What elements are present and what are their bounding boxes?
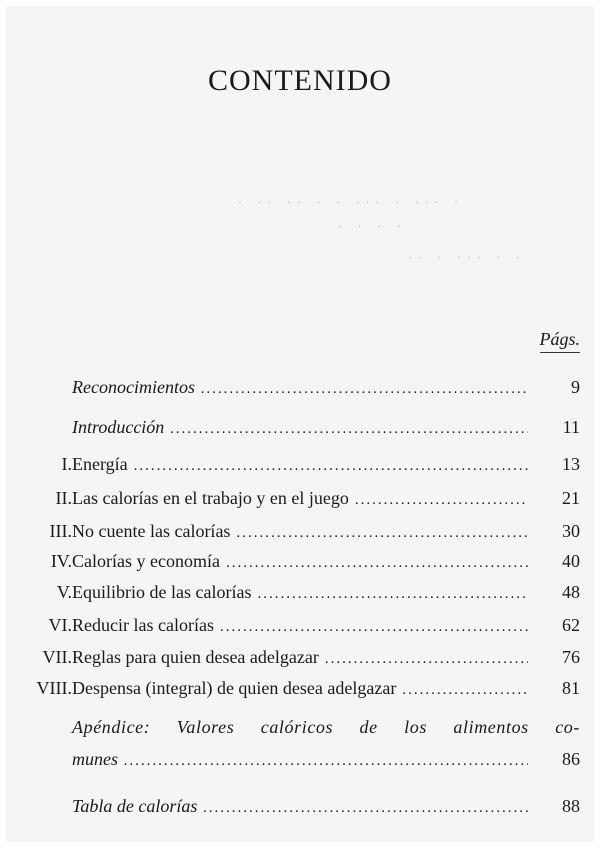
toc-entry [72, 483, 534, 515]
chapter-number: II. [55, 488, 72, 508]
page-number: 40 [562, 551, 580, 571]
chapter-number: V. [56, 582, 72, 602]
chapter-title: Equilibrio de las calorías [72, 582, 252, 602]
toc-row [6, 372, 594, 402]
chapter-title: Reducir las calorías [72, 615, 214, 635]
toc-entry [72, 412, 534, 444]
dot-leader [134, 451, 528, 481]
toc-row [6, 449, 594, 479]
page-number: 21 [562, 488, 580, 508]
toc-entry [72, 372, 534, 404]
chapter-number: IV. [50, 551, 72, 571]
toc-entry [72, 610, 534, 642]
dot-leader [203, 793, 528, 823]
page-number: 48 [562, 582, 580, 602]
toc-row [6, 791, 594, 821]
chapter-number: VII. [42, 647, 72, 667]
page-number: 13 [562, 454, 580, 474]
toc-entry [72, 673, 534, 705]
chapter-number: I. [61, 454, 72, 474]
faded-stamp-line-3: ·· · ··· · · [406, 251, 524, 266]
dot-leader [201, 374, 528, 404]
toc-entry [72, 516, 534, 548]
chapter-number: VI. [48, 615, 72, 635]
appendix-title-line2: munes [72, 749, 118, 769]
dot-leader [402, 675, 528, 705]
page-number: 76 [562, 647, 580, 667]
toc-entry [72, 642, 534, 674]
dot-leader [355, 485, 528, 515]
dot-leader [220, 612, 528, 642]
toc-row-appendix-line1 [6, 712, 594, 742]
chapter-title: No cuente las calorías [72, 521, 231, 541]
chapter-title: Reconocimientos [72, 377, 195, 397]
dot-leader [325, 644, 528, 674]
page-number: 9 [571, 377, 580, 397]
page-number: 62 [562, 615, 580, 635]
toc-row [6, 673, 594, 703]
dot-leader [170, 414, 528, 444]
dot-leader [257, 579, 528, 609]
toc-entry [72, 449, 534, 481]
book-page [6, 6, 594, 842]
toc-row [6, 577, 594, 607]
faded-stamp-line-1: · ·· ·· · · ··· · ··· · [236, 196, 463, 211]
dot-leader [236, 518, 528, 548]
toc-row [6, 610, 594, 640]
page-title: CONTENIDO [208, 64, 392, 98]
page-number: 81 [562, 678, 580, 698]
page-number: 88 [562, 796, 580, 816]
toc-row-appendix-line2 [6, 744, 594, 774]
toc-row [6, 642, 594, 672]
dot-leader [226, 548, 528, 578]
chapter-title: Despensa (integral) de quien desea adelgazar [72, 678, 397, 698]
page-number: 30 [562, 521, 580, 541]
toc-entry [72, 744, 534, 776]
toc-row [6, 546, 594, 576]
toc-entry [72, 577, 534, 609]
appendix-title-line1: Apéndice: Valores calóricos de los alimentos co- [72, 717, 580, 737]
chapter-title: Energía [72, 454, 128, 474]
chapter-title: Las calorías en el trabajo y en el juego [72, 488, 349, 508]
chapter-title: Introducción [72, 417, 165, 437]
toc-row [6, 516, 594, 546]
faded-stamp-line-2: · · · · [336, 220, 405, 235]
toc-entry [72, 791, 534, 823]
toc-row [6, 412, 594, 442]
toc-entry [72, 546, 534, 578]
page-number: 11 [562, 417, 580, 437]
page-number: 86 [562, 749, 580, 769]
dot-leader [124, 746, 528, 776]
toc-row [6, 483, 594, 513]
chapter-title: Reglas para quien desea adelgazar [72, 647, 319, 667]
chapter-number: III. [49, 521, 72, 541]
chapter-title: Calorías y economía [72, 551, 220, 571]
chapter-number: VIII. [36, 678, 72, 698]
pages-column-header: Págs. [540, 329, 581, 353]
chapter-title: Tabla de calorías [72, 796, 198, 816]
